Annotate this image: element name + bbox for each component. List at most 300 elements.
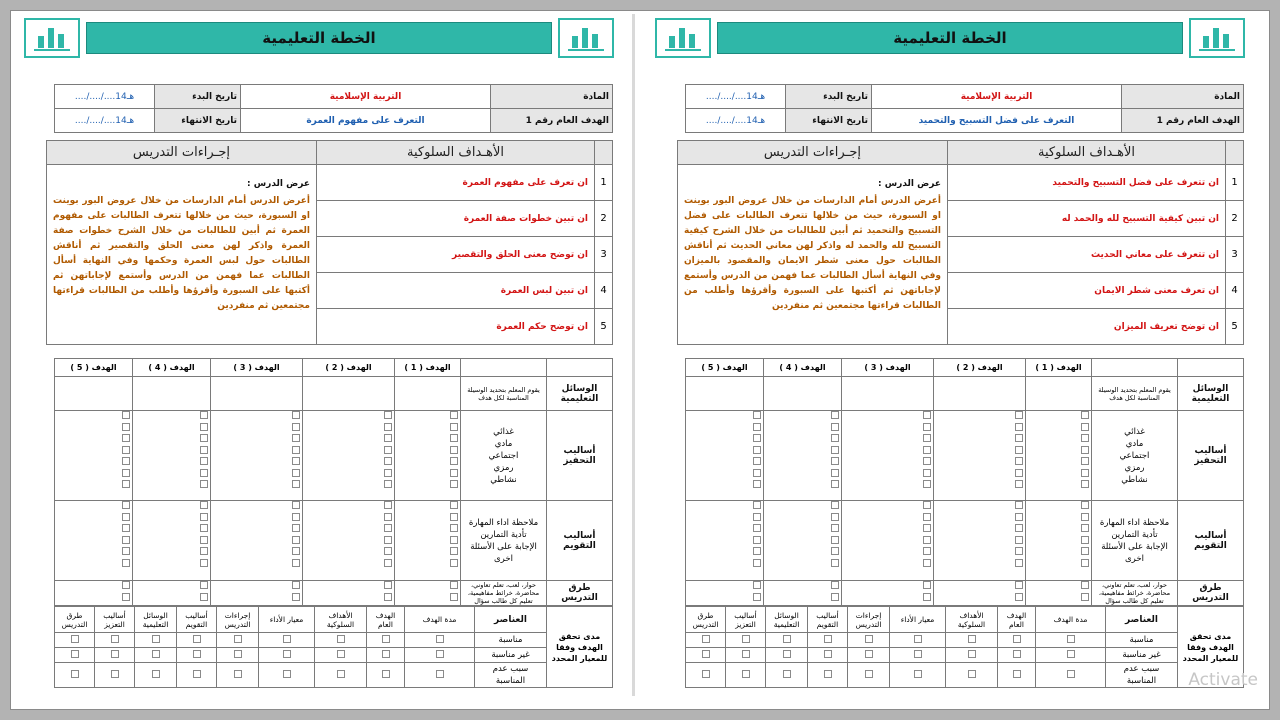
checkbox[interactable] (753, 446, 761, 454)
checkbox[interactable] (923, 501, 931, 509)
checkbox[interactable] (384, 434, 392, 442)
checkbox[interactable] (71, 670, 79, 678)
goal-checkbox-cell (934, 581, 1026, 606)
goal-cell[interactable] (686, 377, 764, 411)
checkbox[interactable] (831, 559, 839, 567)
goal-checkbox-cell (842, 581, 934, 606)
checkbox[interactable] (923, 547, 931, 555)
goal-cell[interactable] (1026, 377, 1092, 411)
goal-cell[interactable] (934, 377, 1026, 411)
checkbox[interactable] (1015, 559, 1023, 567)
general-goal-label: الهدف العام رقم 1 (1122, 109, 1244, 133)
objective-text: ان تبين كيفية التسبيح لله والحمد له (948, 201, 1226, 237)
criteria-header: أساليب التعزيز (95, 607, 135, 633)
checkbox[interactable] (1081, 423, 1089, 431)
eval-option: ملاحظة اداء المهارة (1099, 517, 1170, 528)
reinforce-label: أساليب التحفيز (547, 411, 613, 501)
checkbox[interactable] (200, 480, 208, 488)
goal-column-header: الهدف ( 4 ) (764, 359, 842, 377)
checkbox[interactable] (1081, 469, 1089, 477)
goal-checkbox-cell (133, 581, 211, 606)
goal-cell[interactable] (303, 377, 395, 411)
reinforce-option: رمزي (1124, 462, 1145, 473)
checkbox[interactable] (292, 547, 300, 555)
checkbox[interactable] (384, 513, 392, 521)
checkbox[interactable] (111, 650, 119, 658)
goal-cell[interactable] (133, 377, 211, 411)
checkbox[interactable] (122, 411, 130, 419)
checkbox[interactable] (200, 434, 208, 442)
subject-label: المادة (1122, 85, 1244, 109)
goal-checkbox-cell (842, 411, 934, 501)
checkbox[interactable] (292, 581, 300, 589)
activate-watermark: Activate (1188, 670, 1258, 690)
checkbox[interactable] (1015, 446, 1023, 454)
goal-checkbox-cell (686, 411, 764, 501)
checkbox[interactable] (292, 536, 300, 544)
checkbox[interactable] (923, 581, 931, 589)
goal-checkbox-cell (686, 581, 764, 606)
objectives-heading: الأهـداف السلوكية (317, 141, 595, 165)
end-date[interactable]: ..../..../....14هـ (686, 109, 786, 133)
objective-number: 2 (1226, 201, 1244, 237)
criteria-header: أساليب التقويم (177, 607, 217, 633)
goal-column-header: الهدف ( 4 ) (133, 359, 211, 377)
goal-column-header: الهدف ( 1 ) (1026, 359, 1092, 377)
checkbox[interactable] (1015, 457, 1023, 465)
objective-text: ان تعرف على مفهوم العمرة (317, 165, 595, 201)
checkbox[interactable] (753, 581, 761, 589)
checkbox[interactable] (384, 480, 392, 488)
checkbox[interactable] (200, 547, 208, 555)
checkbox[interactable] (122, 536, 130, 544)
checkbox[interactable] (753, 513, 761, 521)
checkbox[interactable] (1081, 446, 1089, 454)
checkbox[interactable] (450, 469, 458, 477)
methods-label: طرق التدريس (547, 581, 613, 606)
checkbox[interactable] (1081, 457, 1089, 465)
general-goal-label: الهدف العام رقم 1 (491, 109, 613, 133)
criteria-label: مدى تحقق الهدف وفقا للمعيار المحدد (547, 607, 613, 688)
criteria-header: الهدف العام (367, 607, 405, 633)
checkbox[interactable] (702, 670, 710, 678)
checkbox[interactable] (753, 536, 761, 544)
checkbox[interactable] (283, 635, 291, 643)
checkbox[interactable] (753, 501, 761, 509)
checkbox[interactable] (783, 670, 791, 678)
checkbox[interactable] (193, 670, 201, 678)
checkbox[interactable] (824, 635, 832, 643)
start-date[interactable]: ..../..../....14هـ (686, 85, 786, 109)
goal-checkbox-cell (934, 411, 1026, 501)
checkbox[interactable] (1081, 581, 1089, 589)
checkbox[interactable] (753, 423, 761, 431)
checkbox[interactable] (1015, 434, 1023, 442)
checkbox[interactable] (824, 650, 832, 658)
checkbox[interactable] (923, 457, 931, 465)
criteria-header: الأهداف السلوكية (315, 607, 367, 633)
checkbox[interactable] (865, 670, 873, 678)
goal-cell[interactable] (211, 377, 303, 411)
criteria-row-label: مناسبة (1106, 633, 1178, 648)
checkbox[interactable] (1081, 434, 1089, 442)
aids-note: يقوم المعلم بتحديد الوسيلة المناسبة لكل هدف (461, 377, 547, 411)
eval-options (461, 501, 547, 581)
checkbox[interactable] (384, 411, 392, 419)
page-title: الخطة التعليمية (717, 22, 1183, 54)
checkbox[interactable] (292, 423, 300, 431)
checkbox[interactable] (831, 547, 839, 555)
checkbox[interactable] (200, 411, 208, 419)
checkbox[interactable] (111, 670, 119, 678)
checkbox[interactable] (450, 501, 458, 509)
checkbox[interactable] (193, 635, 201, 643)
aids-note: يقوم المعلم بتحديد الوسيلة المناسبة لكل هدف (1092, 377, 1178, 411)
checkbox[interactable] (742, 650, 750, 658)
checkbox[interactable] (384, 536, 392, 544)
goal-checkbox-cell (211, 581, 303, 606)
checkbox[interactable] (450, 547, 458, 555)
goal-checkbox-cell (55, 581, 133, 606)
checkbox[interactable] (865, 635, 873, 643)
eval-options (1092, 501, 1178, 581)
checkbox[interactable] (923, 469, 931, 477)
subject-value: التربية الإسلامية (241, 85, 491, 109)
criteria-label: مدى تحقق الهدف وفقا للمعيار المحدد (1178, 607, 1244, 688)
checkbox[interactable] (753, 457, 761, 465)
checkbox[interactable] (337, 670, 345, 678)
objective-text: ان تعرف معنى شطر الايمان (948, 273, 1226, 309)
methods-label: طرق التدريس (1178, 581, 1244, 606)
goal-cell[interactable] (764, 377, 842, 411)
criteria-header: أساليب التعزيز (726, 607, 766, 633)
checkbox[interactable] (384, 469, 392, 477)
objective-number: 4 (595, 273, 613, 309)
checkbox[interactable] (1015, 501, 1023, 509)
checkbox[interactable] (152, 650, 160, 658)
checkbox[interactable] (968, 650, 976, 658)
checkbox[interactable] (1081, 513, 1089, 521)
checkbox[interactable] (753, 434, 761, 442)
criteria-header: معيار الأداء (259, 607, 315, 633)
checkbox[interactable] (200, 559, 208, 567)
checkbox[interactable] (1015, 480, 1023, 488)
checkbox[interactable] (384, 559, 392, 567)
checkbox[interactable] (1081, 593, 1089, 601)
checkbox[interactable] (923, 411, 931, 419)
checkbox[interactable] (1081, 411, 1089, 419)
checkbox[interactable] (831, 524, 839, 532)
checkbox[interactable] (914, 635, 922, 643)
checkbox[interactable] (200, 581, 208, 589)
checkbox[interactable] (122, 434, 130, 442)
checkbox[interactable] (1067, 635, 1075, 643)
checkbox[interactable] (450, 513, 458, 521)
checkbox[interactable] (923, 423, 931, 431)
checkbox[interactable] (831, 581, 839, 589)
checkbox[interactable] (450, 446, 458, 454)
checkbox[interactable] (200, 457, 208, 465)
checkbox[interactable] (742, 670, 750, 678)
start-date-label: تاريخ البدء (155, 85, 241, 109)
checkbox[interactable] (283, 650, 291, 658)
checkbox[interactable] (382, 650, 390, 658)
checkbox[interactable] (200, 536, 208, 544)
goal-checkbox-cell (764, 501, 842, 581)
checkbox[interactable] (753, 547, 761, 555)
checkbox[interactable] (824, 670, 832, 678)
goal-checkbox-cell (55, 501, 133, 581)
checkbox[interactable] (450, 593, 458, 601)
checkbox[interactable] (200, 524, 208, 532)
checkbox[interactable] (234, 635, 242, 643)
checkbox[interactable] (1081, 524, 1089, 532)
checkbox[interactable] (914, 650, 922, 658)
checkbox[interactable] (831, 480, 839, 488)
checkbox[interactable] (384, 524, 392, 532)
checkbox[interactable] (923, 559, 931, 567)
goal-column-header: الهدف ( 2 ) (303, 359, 395, 377)
checkbox[interactable] (200, 513, 208, 521)
checkbox[interactable] (122, 547, 130, 555)
reinforce-label: أساليب التحفيز (1178, 411, 1244, 501)
checkbox[interactable] (436, 670, 444, 678)
page-header (18, 14, 620, 62)
checkbox[interactable] (122, 501, 130, 509)
checkbox[interactable] (71, 635, 79, 643)
checkbox[interactable] (292, 446, 300, 454)
checkbox[interactable] (831, 469, 839, 477)
checkbox[interactable] (450, 457, 458, 465)
checkbox[interactable] (292, 513, 300, 521)
checkbox[interactable] (122, 457, 130, 465)
checkbox[interactable] (742, 635, 750, 643)
checkbox[interactable] (122, 559, 130, 567)
checkbox[interactable] (292, 524, 300, 532)
checkbox[interactable] (1067, 670, 1075, 678)
elements-label: العناصر (475, 607, 547, 633)
checkbox[interactable] (283, 670, 291, 678)
checkbox[interactable] (122, 593, 130, 601)
checkbox[interactable] (1015, 411, 1023, 419)
goal-column-header: الهدف ( 3 ) (211, 359, 303, 377)
checkbox[interactable] (122, 513, 130, 521)
checkbox[interactable] (292, 501, 300, 509)
checkbox[interactable] (382, 635, 390, 643)
criteria-row-label: مناسبة (475, 633, 547, 648)
goal-cell[interactable] (842, 377, 934, 411)
checkbox[interactable] (200, 469, 208, 477)
checkbox[interactable] (152, 670, 160, 678)
checkbox[interactable] (914, 670, 922, 678)
checkbox[interactable] (1015, 581, 1023, 589)
checkbox[interactable] (122, 581, 130, 589)
checkbox[interactable] (292, 480, 300, 488)
checkbox[interactable] (384, 457, 392, 465)
checkbox[interactable] (1081, 559, 1089, 567)
checkbox[interactable] (382, 670, 390, 678)
checkbox[interactable] (968, 635, 976, 643)
goal-checkbox-cell (303, 581, 395, 606)
checkbox[interactable] (1081, 547, 1089, 555)
checkbox[interactable] (865, 650, 873, 658)
objective-number: 4 (1226, 273, 1244, 309)
checkbox[interactable] (831, 423, 839, 431)
checkbox[interactable] (450, 434, 458, 442)
checkbox[interactable] (122, 423, 130, 431)
goal-checkbox-cell (764, 581, 842, 606)
procedures-title: عرض الدرس : (878, 179, 941, 189)
checkbox[interactable] (923, 434, 931, 442)
start-date[interactable]: ..../..../....14هـ (55, 85, 155, 109)
goal-checkbox-cell (686, 501, 764, 581)
checkbox[interactable] (783, 650, 791, 658)
checkbox[interactable] (1081, 501, 1089, 509)
checkbox[interactable] (1015, 469, 1023, 477)
checkbox[interactable] (384, 547, 392, 555)
checkbox[interactable] (1013, 635, 1021, 643)
checkbox[interactable] (753, 559, 761, 567)
checkbox[interactable] (1015, 536, 1023, 544)
checkbox[interactable] (384, 423, 392, 431)
checkbox[interactable] (702, 650, 710, 658)
eval-option: اخرى (1125, 553, 1144, 564)
checkbox[interactable] (1013, 650, 1021, 658)
page-divider (632, 14, 635, 696)
checkbox[interactable] (234, 670, 242, 678)
checkbox[interactable] (436, 650, 444, 658)
checkbox[interactable] (1013, 670, 1021, 678)
checkbox[interactable] (111, 635, 119, 643)
checkbox[interactable] (292, 469, 300, 477)
checkbox[interactable] (1015, 524, 1023, 532)
checkbox[interactable] (1015, 547, 1023, 555)
procedures-cell (678, 165, 948, 345)
checkbox[interactable] (337, 635, 345, 643)
objective-number: 3 (1226, 237, 1244, 273)
end-date-label: تاريخ الانتهاء (786, 109, 872, 133)
procedures-text: أعرض الدرس أمام الدارسات من خلال عروض البور بوينت او السبورة، حيث من خلالها تتعرف الطالبات على فضل التسبيح والتحميد ثم أبين للطالبات من خلال الشرح كيفية التسبيح لله والحمد له واذكر لهن معاني الحديث ثم أناقش الطالبات حول معنى شطر الايمان والمقصود بالميزان وفي النهاية أسأل الطالبات عما فهمن من الدرس وأستمع لإجاباتهن ثم أكتبها على السبورة وأقرؤها وأطلب من الطالبات قراءتها مجتمعين ثم منفردين (684, 196, 941, 311)
checkbox[interactable] (923, 536, 931, 544)
checkbox[interactable] (292, 457, 300, 465)
checkbox[interactable] (923, 513, 931, 521)
checkbox[interactable] (831, 434, 839, 442)
reinforce-option: مادي (1125, 438, 1144, 449)
checkbox[interactable] (450, 524, 458, 532)
checkbox[interactable] (450, 559, 458, 567)
lesson-plan-page (18, 14, 620, 696)
checkbox[interactable] (200, 446, 208, 454)
checkbox[interactable] (152, 635, 160, 643)
checkbox[interactable] (436, 635, 444, 643)
checkbox[interactable] (292, 559, 300, 567)
checkbox[interactable] (292, 411, 300, 419)
checkbox[interactable] (831, 593, 839, 601)
goal-cell[interactable] (395, 377, 461, 411)
checkbox[interactable] (1081, 480, 1089, 488)
checkbox[interactable] (831, 411, 839, 419)
checkbox[interactable] (450, 480, 458, 488)
checkbox[interactable] (292, 593, 300, 601)
checkbox[interactable] (384, 593, 392, 601)
checkbox[interactable] (923, 480, 931, 488)
checkbox[interactable] (923, 593, 931, 601)
goal-column-header: الهدف ( 2 ) (934, 359, 1026, 377)
checkbox[interactable] (753, 524, 761, 532)
reinforce-option: نشاطي (490, 474, 517, 485)
checkbox[interactable] (702, 635, 710, 643)
checkbox[interactable] (753, 469, 761, 477)
checkbox[interactable] (122, 446, 130, 454)
checkbox[interactable] (831, 446, 839, 454)
checkbox[interactable] (193, 650, 201, 658)
checkbox[interactable] (923, 446, 931, 454)
checkbox[interactable] (384, 501, 392, 509)
checkbox[interactable] (122, 480, 130, 488)
checkbox[interactable] (71, 650, 79, 658)
objective-text: ان توضح حكم العمرة (317, 309, 595, 345)
checkbox[interactable] (753, 480, 761, 488)
checkbox[interactable] (200, 423, 208, 431)
checkbox[interactable] (968, 670, 976, 678)
objective-text: ان تبين لبس العمرة (317, 273, 595, 309)
checkbox[interactable] (200, 593, 208, 601)
subject-value: التربية الإسلامية (872, 85, 1122, 109)
checkbox[interactable] (384, 446, 392, 454)
end-date[interactable]: ..../..../....14هـ (55, 109, 155, 133)
checkbox[interactable] (122, 469, 130, 477)
checkbox[interactable] (753, 593, 761, 601)
checkbox[interactable] (831, 457, 839, 465)
objective-number: 1 (1226, 165, 1244, 201)
checkbox[interactable] (1015, 513, 1023, 521)
checkbox[interactable] (450, 423, 458, 431)
checkbox[interactable] (783, 635, 791, 643)
checkbox[interactable] (450, 581, 458, 589)
criteria-row-label: سبب عدم المناسبة (1106, 663, 1178, 688)
goal-cell[interactable] (55, 377, 133, 411)
checkbox[interactable] (450, 411, 458, 419)
checkbox[interactable] (450, 536, 458, 544)
checkbox[interactable] (384, 581, 392, 589)
checkbox[interactable] (1015, 593, 1023, 601)
checkbox[interactable] (1081, 536, 1089, 544)
checkbox[interactable] (831, 536, 839, 544)
goal-checkbox-cell (934, 501, 1026, 581)
checkbox[interactable] (1015, 423, 1023, 431)
general-goal-value: التعرف على فضل التسبيح والتحميد (872, 109, 1122, 133)
checkbox[interactable] (831, 501, 839, 509)
checkbox[interactable] (200, 501, 208, 509)
criteria-header: الأهداف السلوكية (946, 607, 998, 633)
reinforce-options (1092, 411, 1178, 501)
checkbox[interactable] (337, 650, 345, 658)
goal-checkbox-cell (395, 581, 461, 606)
checkbox[interactable] (753, 411, 761, 419)
start-date-label: تاريخ البدء (786, 85, 872, 109)
checkbox[interactable] (831, 513, 839, 521)
checkbox[interactable] (1067, 650, 1075, 658)
checkbox[interactable] (234, 650, 242, 658)
checkbox[interactable] (292, 434, 300, 442)
eval-option: تأدية التمارين (480, 529, 527, 540)
checkbox[interactable] (923, 524, 931, 532)
criteria-header: أساليب التقويم (808, 607, 848, 633)
reinforce-option: اجتماعي (488, 450, 519, 461)
checkbox[interactable] (122, 524, 130, 532)
objective-number: 5 (1226, 309, 1244, 345)
reinforce-option: غذائي (1124, 426, 1145, 437)
